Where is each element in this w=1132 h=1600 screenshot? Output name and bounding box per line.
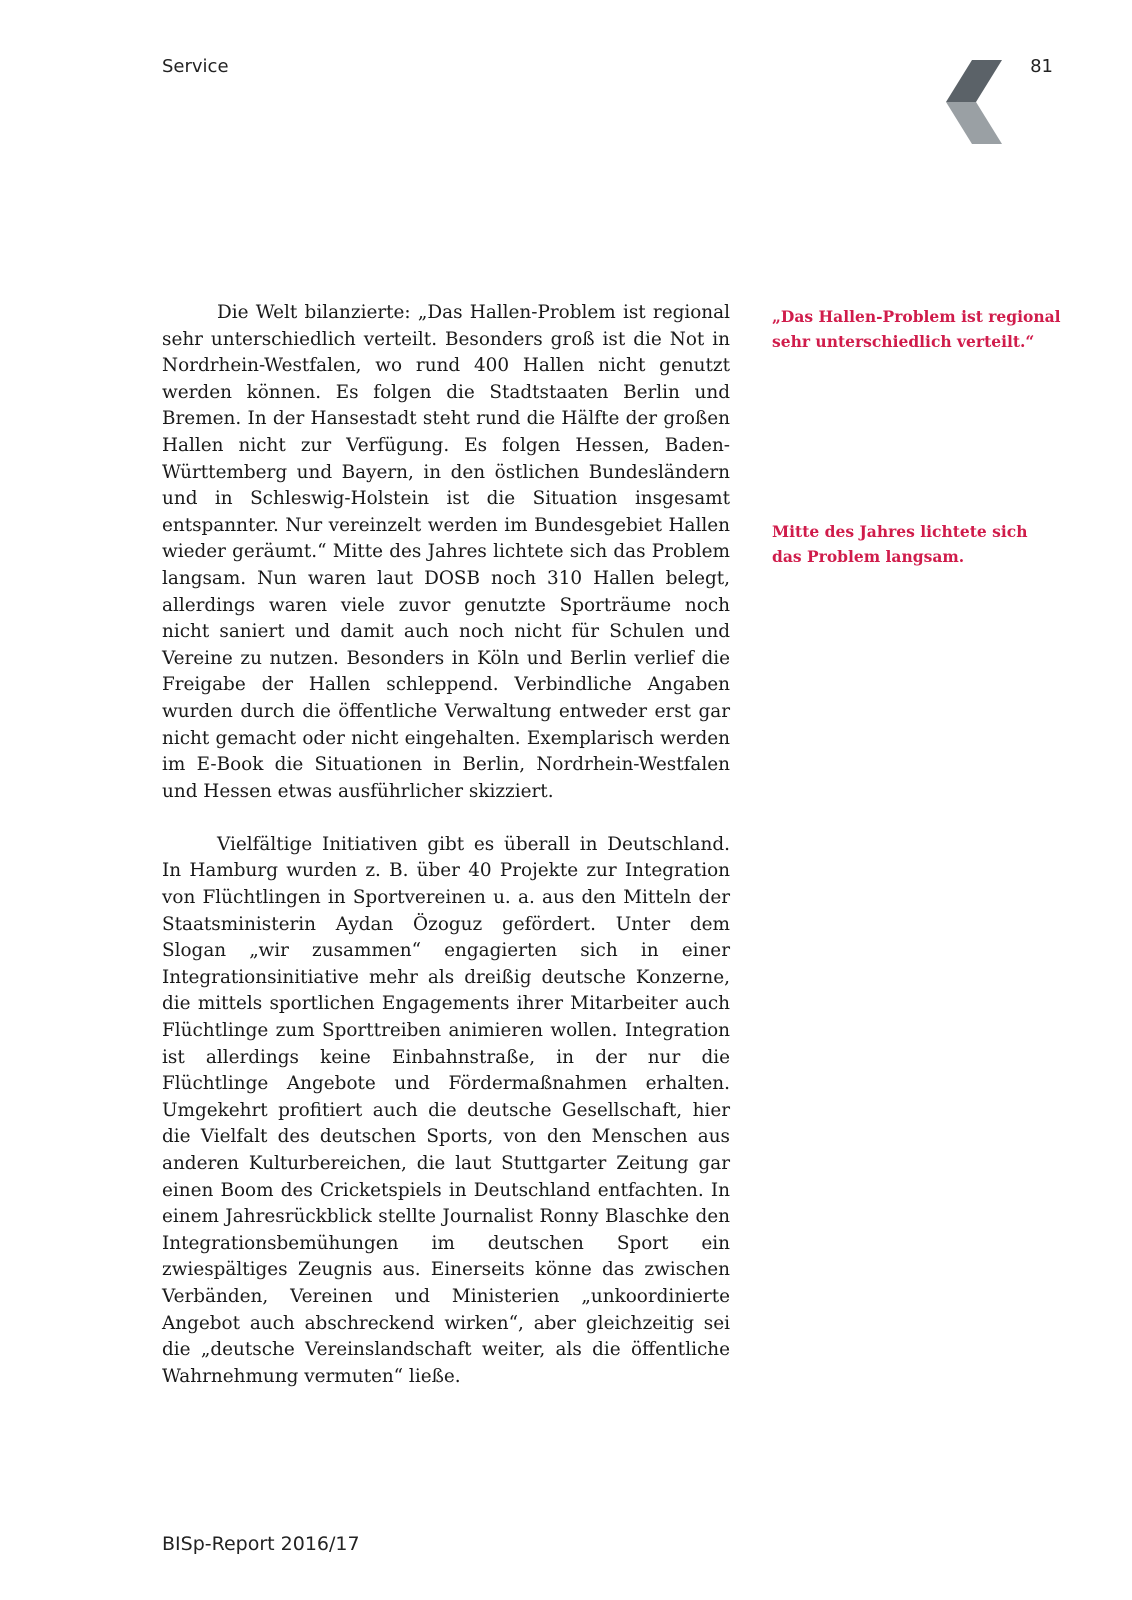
sidenote-summary: Mitte des Jahres lichtete sich das Problem langsam. (772, 522, 1028, 566)
chevron-upper-arm (946, 60, 1002, 102)
chevron-lower-arm (946, 102, 1002, 144)
page-number: 81 (1030, 56, 1053, 77)
sidenote-quote: „Das Hallen-Problem ist regional sehr unterschiedlich verteilt.“ (772, 307, 1061, 351)
page-header-section: Service (162, 56, 229, 77)
paragraph: Die Welt bilanzierte: „Das Hallen-Problem ist regional sehr unterschiedlich verteilt. Besonders groß ist die Not in Nordrhein-Westfalen, wo rund 400 Hallen nicht genutzt werden können. Es folgen die Stadtstaaten Berlin und Bremen. In der Hansestadt steht rund die Hälfte der großen Hallen nicht zur Verfügung. Es folgen Hessen, Baden-Württemberg und Bayern, in den östlichen Bundesländern und in Schleswig-Holstein ist die Situation insgesamt entspannter. Nur vereinzelt werden im Bundesgebiet Hallen wieder geräumt.“ Mitte des Jahres lichtete sich das Problem langsam. Nun waren laut DOSB noch 310 Hallen belegt, allerdings waren viele zuvor genutzte Sporträume noch nicht saniert und damit auch noch nicht für Schulen und Vereine zu nutzen. Besonders in Köln und Berlin verlief die Freigabe der Hallen schleppend. Verbindliche Angaben wurden durch die öffentliche Verwaltung entweder erst gar nicht gemacht oder nicht eingehalten. Exemplarisch werden im E-Book die Situationen in Berlin, Nordrhein-Westfalen und Hessen etwas ausführlicher skizziert. (162, 302, 730, 802)
chevron-left-icon (946, 60, 1002, 144)
page-footer: BISp-Report 2016/17 (162, 1533, 360, 1555)
paragraph: Vielfältige Initiativen gibt es überall in Deutschland. In Hamburg wurden z. B. über 40 Projekte zur Integration von Flüchtlingen in Sportvereinen u. a. aus den Mitteln der Staatsministerin Aydan Özoguz gefördert. Unter dem Slogan „wir zusammen“ engagierten sich in einer Integrationsinitiative mehr als dreißig deutsche Konzerne, die mittels sportlichen Engagements ihrer Mitarbeiter auch Flüchtlinge zum Sporttreiben animieren wollen. Integration ist allerdings keine Einbahnstraße, in der nur die Flüchtlinge Angebote und Fördermaßnahmen erhalten. Umgekehrt profitiert auch die deutsche Gesellschaft, hier die Vielfalt des deutschen Sports, von den Menschen aus anderen Kulturbereichen, die laut Stuttgarter Zeitung gar einen Boom des Cricketspiels in Deutschland entfachten. In einem Jahresrückblick stellte Journalist Ronny Blaschke den Integrationsbemühungen im deutschen Sport ein zwiespältiges Zeugnis aus. Einerseits könne das zwischen Verbänden, Vereinen und Ministerien „unkoordinierte Angebot auch abschreckend wirken“, aber gleichzeitig sei die „deutsche Vereinslandschaft weiter, als die öffentliche Wahrnehmung vermuten“ ließe. (162, 833, 730, 1387)
main-text-column (162, 300, 730, 1390)
